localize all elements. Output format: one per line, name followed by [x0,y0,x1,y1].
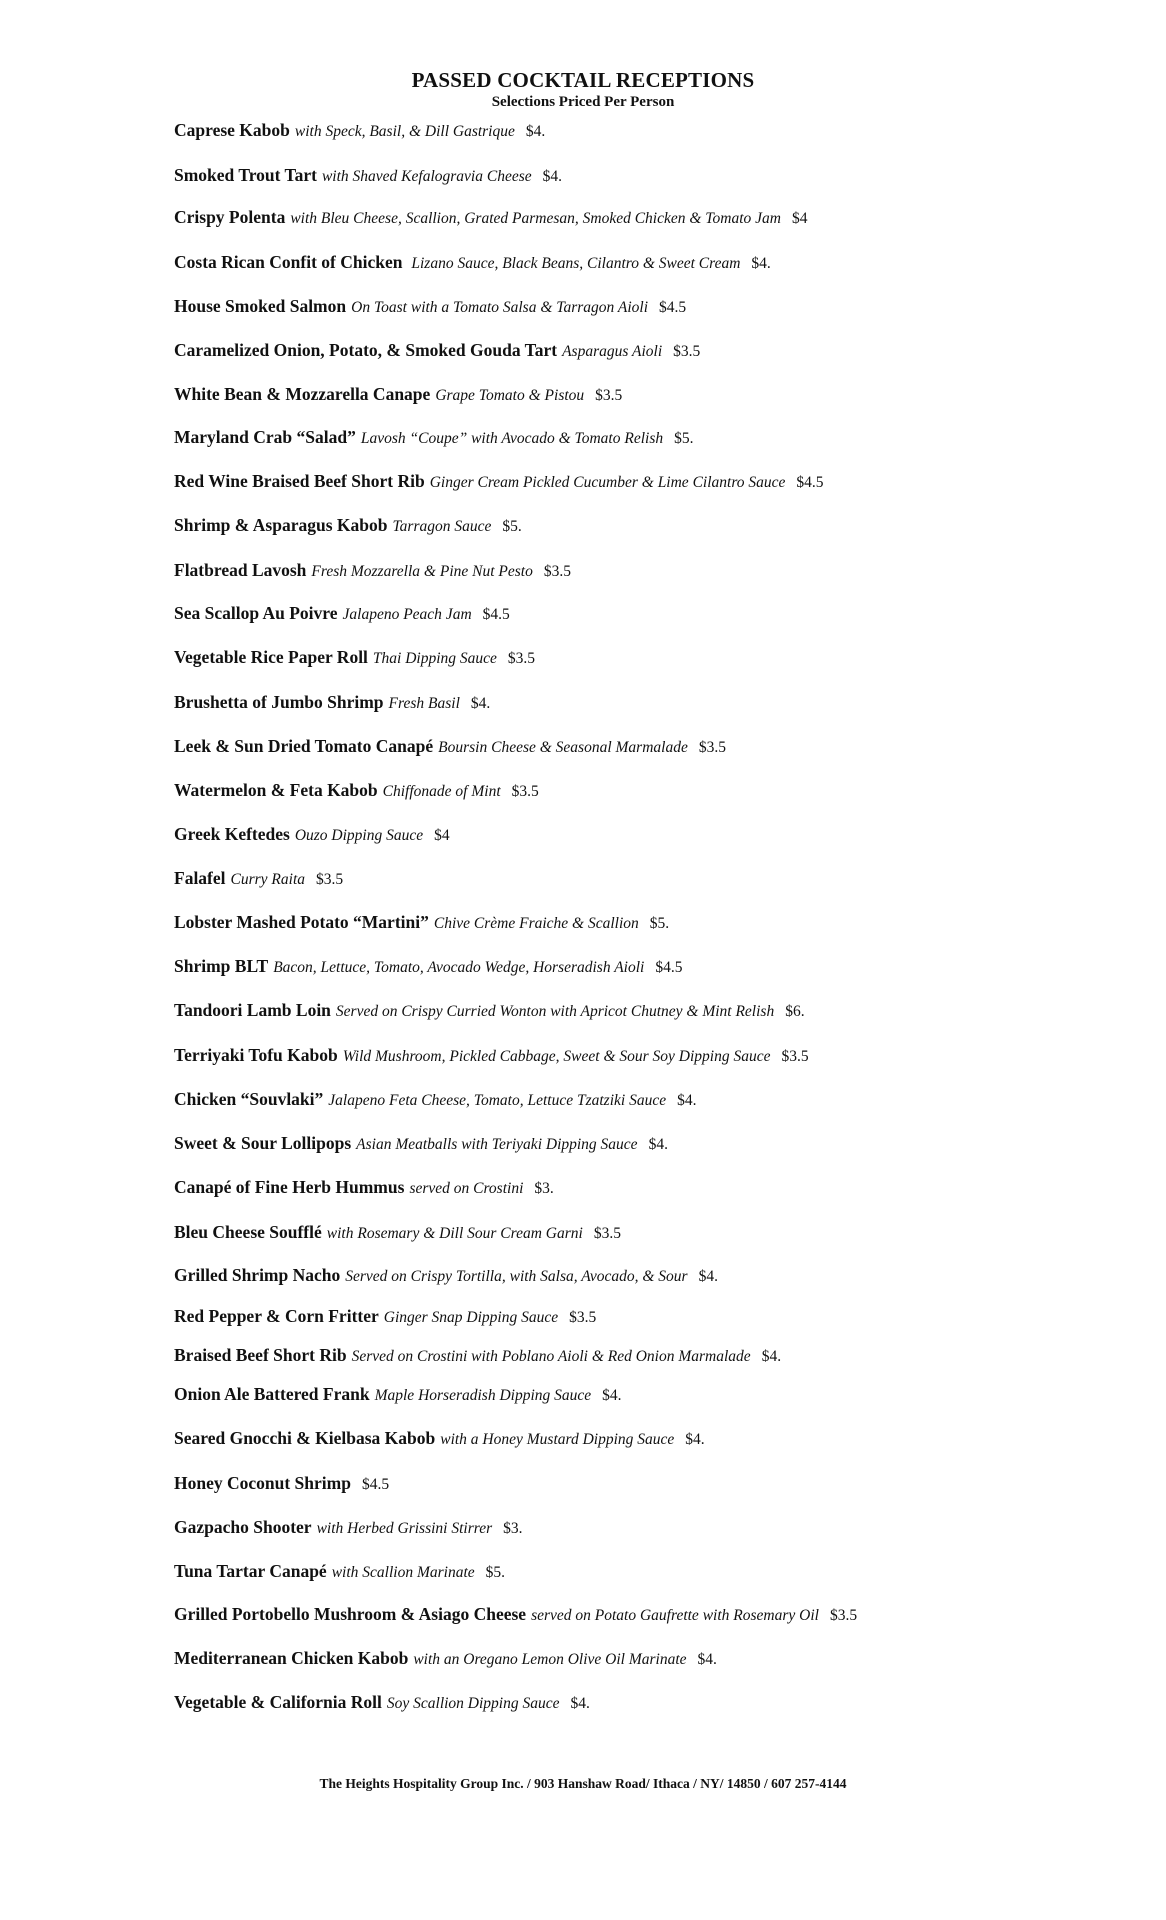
menu-item-description: with Herbed Grissini Stirrer [316,1520,493,1537]
menu-item-name: Braised Beef Short Rib [174,1345,347,1365]
menu-item [174,165,562,187]
menu-item-description: Ginger Cream Pickled Cucumber & Lime Cilantro Sauce [429,474,786,491]
menu-item-name: Tandoori Lamb Loin [174,1000,331,1020]
menu-item-price: $4. [677,1092,697,1109]
menu-item [174,956,682,978]
menu-item-price: $3.5 [316,871,344,888]
menu-item-description: Chive Crème Fraiche & Scallion [433,915,639,932]
menu-item-price: $4.5 [655,959,683,976]
menu-item-name: Smoked Trout Tart [174,165,317,185]
menu-item-description: with Speck, Basil, & Dill Gastrique [294,123,515,140]
menu-item [174,1561,505,1583]
menu-item-price: $3.5 [569,1309,597,1326]
menu-item-price: $4.5 [482,606,510,623]
menu-item-name: Canapé of Fine Herb Hummus [174,1177,405,1197]
menu-item [174,120,545,142]
menu-item-price: $5. [649,915,670,932]
menu-item-description: Asparagus Aioli [562,343,663,360]
menu-item-name: Falafel [174,868,226,888]
menu-item-description: Ouzo Dipping Sauce [294,827,424,844]
menu-item-price: $4 [434,827,450,844]
menu-item-description: Served on Crispy Curried Wonton with Apricot Chutney & Mint Relish [335,1003,775,1020]
menu-item [174,1265,718,1287]
menu-item-price: $3.5 [507,650,536,667]
menu-item-name: Shrimp BLT [174,956,269,976]
menu-item [174,824,450,846]
menu-item-price: $3.5 [595,387,623,404]
menu-item-name: Seared Gnocchi & Kielbasa Kabob [174,1428,436,1448]
footer-address: The Heights Hospitality Group Inc. / 903 Hanshaw Road/ Ithaca / NY/ 14850 / 607 257-4144 [319,1776,847,1791]
menu-item-description: Tarragon Sauce [392,518,492,535]
menu-item-name: Shrimp & Asparagus Kabob [174,515,388,535]
menu-item-price: $4. [648,1136,668,1153]
menu-item-name: Red Pepper & Corn Fritter [174,1306,379,1326]
menu-item [174,207,807,229]
menu-item-name: Caprese Kabob [174,120,290,140]
menu-item [174,736,726,758]
menu-item-description: Boursin Cheese & Seasonal Marmalade [438,739,688,756]
menu-item-description: with Rosemary & Dill Sour Cream Garni [326,1225,583,1242]
menu-item-name: Mediterranean Chicken Kabob [174,1648,409,1668]
menu-item [174,1517,523,1539]
menu-item-price: $3. [534,1180,554,1197]
menu-item-price: $4. [685,1431,705,1448]
menu-item-price: $4. [602,1387,622,1404]
menu-item-price: $4. [761,1348,782,1365]
menu-item [174,647,535,669]
menu-item-description: Fresh Mozzarella & Pine Nut Pesto [311,563,533,580]
menu-item-price: $4. [542,168,562,185]
menu-item [174,1384,622,1406]
menu-item-name: Red Wine Braised Beef Short Rib [174,471,425,491]
menu-item-name: Sweet & Sour Lollipops [174,1133,352,1153]
menu-item-description: Served on Crostini with Poblano Aioli & Red Onion Marmalade [351,1348,751,1365]
menu-item [174,868,343,890]
menu-item-price: $4. [525,123,546,140]
menu-item-price: $5. [485,1564,506,1581]
menu-item-price: $4. [698,1268,718,1285]
menu-item-name: Tuna Tartar Canapé [174,1561,327,1581]
menu-item [174,1648,717,1670]
menu-item-name: Maryland Crab “Salad” [174,427,356,447]
menu-item-description: Jalapeno Peach Jam [342,606,472,623]
menu-item-price: $3.5 [829,1607,858,1624]
menu-item [174,1089,696,1111]
menu-item-price: $4.5 [361,1476,390,1493]
menu-item-name: House Smoked Salmon [174,296,347,316]
menu-item-description: served on Potato Gaufrette with Rosemary Oil [531,1607,819,1624]
menu-item [174,471,824,493]
menu-item-description: Bacon, Lettuce, Tomato, Avocado Wedge, Horseradish Aioli [273,959,645,976]
menu-item-description: with a Honey Mustard Dipping Sauce [440,1431,675,1448]
menu-item-description: Soy Scallion Dipping Sauce [386,1695,560,1712]
menu-item-name: Honey Coconut Shrimp [174,1473,351,1493]
menu-item [174,1692,590,1714]
menu-item [174,1428,705,1450]
menu-item [174,1133,668,1155]
menu-item [174,384,622,406]
menu-item-name: Leek & Sun Dried Tomato Canapé [174,736,434,756]
menu-item-name: Terriyaki Tofu Kabob [174,1045,338,1065]
menu-item-description: with Scallion Marinate [331,1564,475,1581]
menu-item-price: $3.5 [543,563,571,580]
menu-item-price: $3.5 [698,739,726,756]
menu-item-price: $4. [751,255,771,272]
menu-item-price: $4. [470,695,491,712]
menu-item-price: $6. [785,1003,805,1020]
menu-item-description: Jalapeno Feta Cheese, Tomato, Lettuce Tzatziki Sauce [328,1092,667,1109]
menu-item-description: with an Oregano Lemon Olive Oil Marinate [413,1651,687,1668]
menu-item-name: Lobster Mashed Potato “Martini” [174,912,429,932]
menu-item-description: Maple Horseradish Dipping Sauce [374,1387,592,1404]
menu-item [174,912,669,934]
menu-item-description: Asian Meatballs with Teriyaki Dipping Sauce [356,1136,638,1153]
menu-item-name: Gazpacho Shooter [174,1517,312,1537]
menu-item-name: Caramelized Onion, Potato, & Smoked Gouda Tart [174,340,558,360]
menu-item [174,603,510,625]
menu-item-description: Wild Mushroom, Pickled Cabbage, Sweet & Sour Soy Dipping Sauce [342,1048,771,1065]
menu-item-price: $3.5 [593,1225,621,1242]
menu-item-description: Chiffonade of Mint [382,783,501,800]
menu-item-price: $3. [503,1520,523,1537]
menu-item-price: $4.5 [659,299,687,316]
menu-item [174,780,539,802]
menu-item-price: $4 [791,210,808,227]
page-subtitle: Selections Priced Per Person [491,94,675,110]
menu-item-name: White Bean & Mozzarella Canape [174,384,431,404]
menu-item [174,1222,621,1244]
menu-item [174,1000,805,1022]
menu-item [174,1473,389,1495]
menu-item-name: Vegetable & California Roll [174,1692,382,1712]
menu-item [174,1045,809,1067]
menu-item-name: Grilled Shrimp Nacho [174,1265,341,1285]
menu-item [174,560,571,582]
menu-item-name: Brushetta of Jumbo Shrimp [174,692,384,712]
menu-item-name: Greek Keftedes [174,824,290,844]
menu-item [174,340,700,362]
menu-item-description: Curry Raita [230,871,306,888]
menu-item [174,1604,857,1626]
menu-item-name: Crispy Polenta [174,207,286,227]
menu-item-name: Costa Rican Confit of Chicken [174,252,403,272]
menu-item [174,692,490,714]
menu-item-price: $5. [674,430,694,447]
menu-item-name: Flatbread Lavosh [174,560,307,580]
menu-item-price: $5. [502,518,522,535]
menu-item-description: with Bleu Cheese, Scallion, Grated Parmesan, Smoked Chicken & Tomato Jam [290,210,781,227]
menu-item [174,427,693,449]
menu-item-description: Grape Tomato & Pistou [435,387,585,404]
menu-item-description: Fresh Basil [388,695,460,712]
menu-item-price: $4.5 [796,474,824,491]
menu-item [174,1306,596,1328]
menu-item-description: Thai Dipping Sauce [372,650,497,667]
menu-item [174,1177,554,1199]
menu-item-description: with Shaved Kefalogravia Cheese [321,168,532,185]
menu-item [174,252,771,274]
menu-item-description: Served on Crispy Tortilla, with Salsa, Avocado, & Sour [345,1268,688,1285]
menu-item-name: Watermelon & Feta Kabob [174,780,378,800]
menu-item [174,515,522,537]
menu-item-price: $4. [570,1695,590,1712]
page-title: PASSED COCKTAIL RECEPTIONS [411,68,755,92]
menu-item-name: Sea Scallop Au Poivre [174,603,338,623]
menu-item-name: Grilled Portobello Mushroom & Asiago Cheese [174,1604,527,1624]
menu-item-description: On Toast with a Tomato Salsa & Tarragon Aioli [351,299,649,316]
menu-item-price: $3.5 [781,1048,809,1065]
menu-item [174,296,686,318]
menu-item-description: served on Crostini [409,1180,524,1197]
menu-item-description: Lizano Sauce, Black Beans, Cilantro & Sweet Cream [407,255,741,272]
menu-item-description: Ginger Snap Dipping Sauce [383,1309,559,1326]
menu-item-name: Onion Ale Battered Frank [174,1384,370,1404]
menu-item [174,1345,781,1367]
menu-item-name: Chicken “Souvlaki” [174,1089,324,1109]
menu-item-price: $4. [697,1651,717,1668]
menu-item-description: Lavosh “Coupe” with Avocado & Tomato Relish [360,430,664,447]
menu-item-price: $3.5 [511,783,539,800]
menu-item-name: Vegetable Rice Paper Roll [174,647,368,667]
menu-item-name: Bleu Cheese Soufflé [174,1222,322,1242]
menu-item-price: $3.5 [673,343,701,360]
